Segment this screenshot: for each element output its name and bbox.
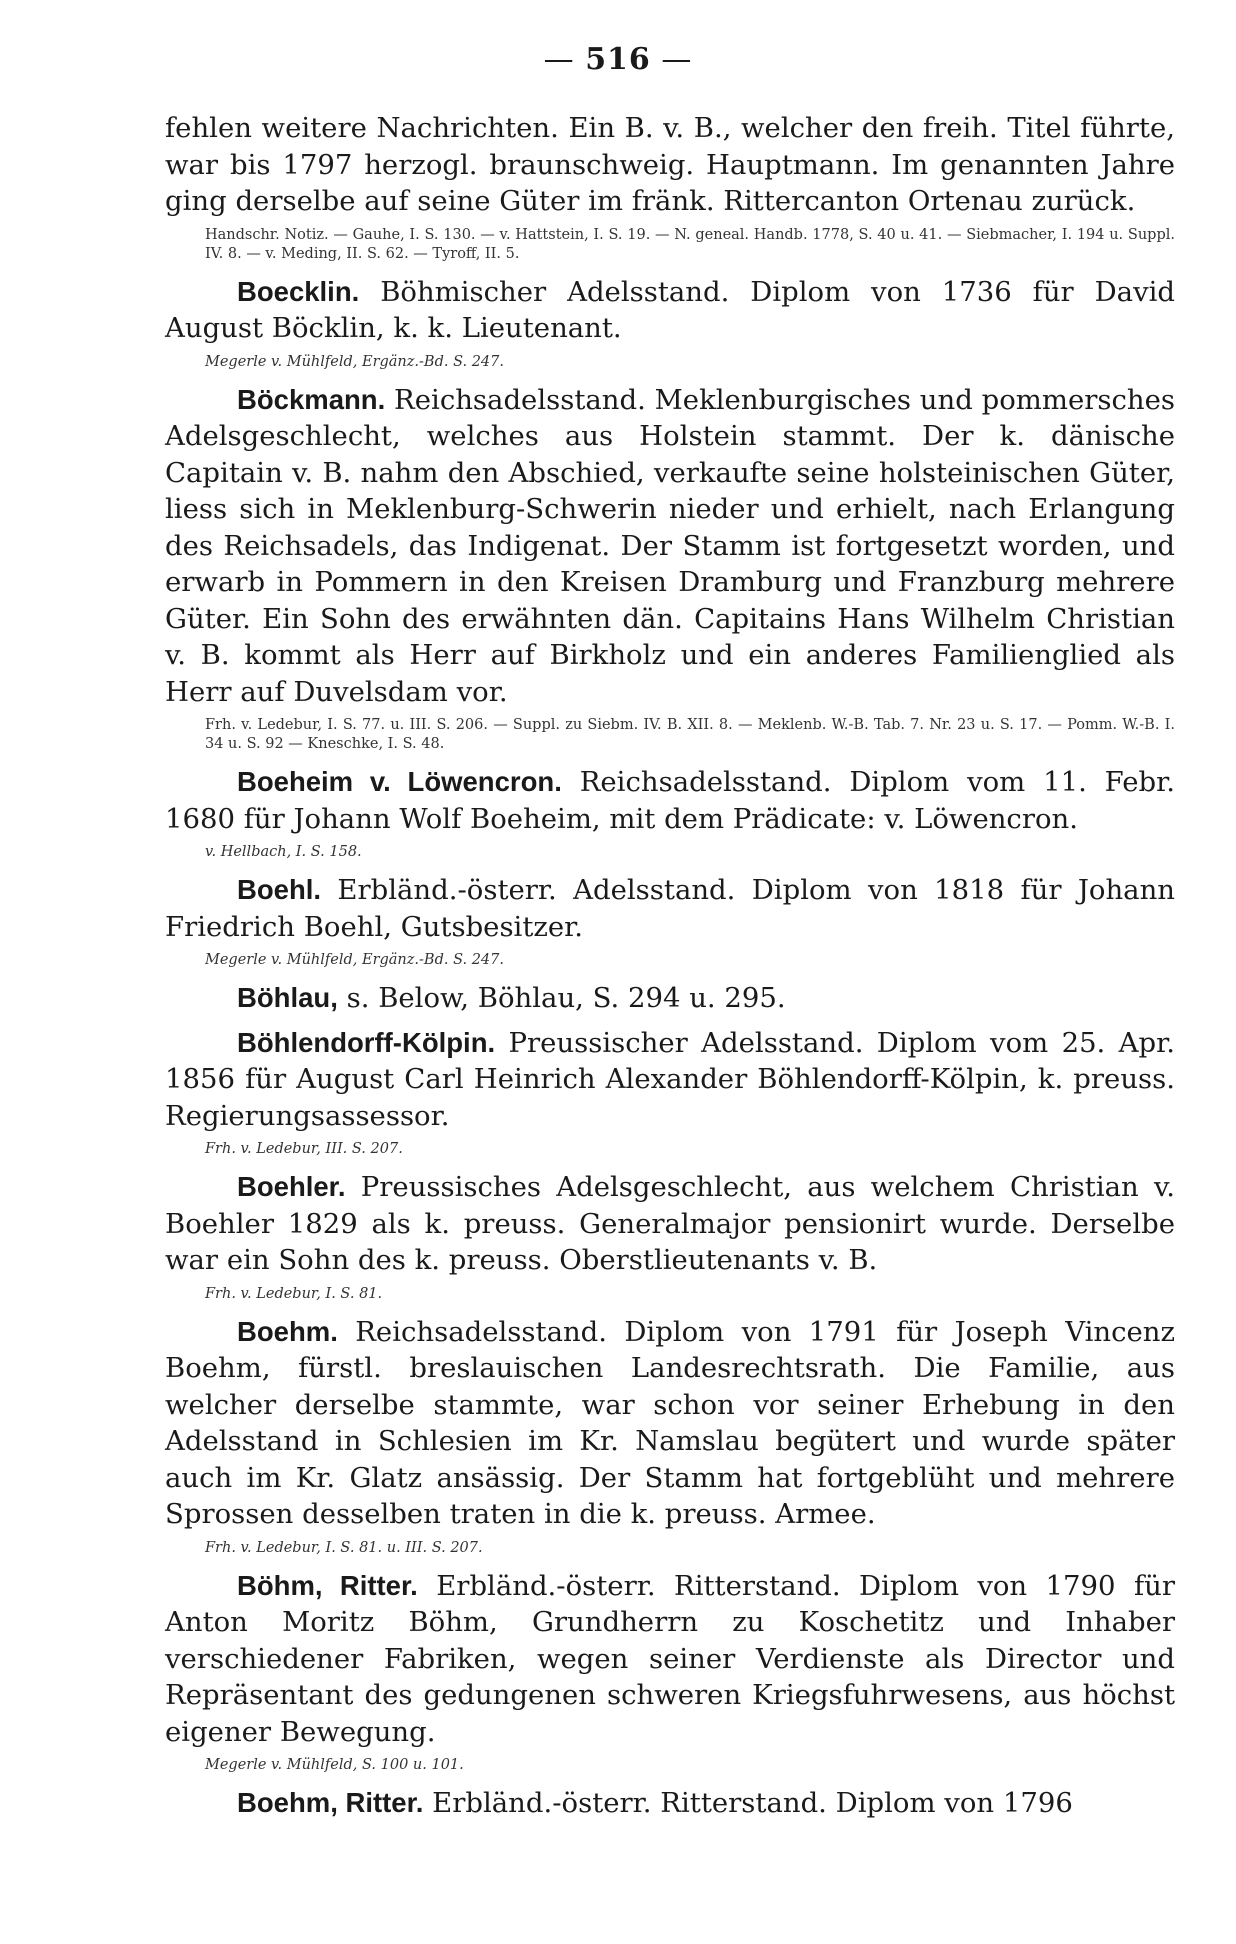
entry-reference: Frh. v. Ledebur, III. S. 207. (205, 1141, 403, 1157)
page-number: — 516 — (543, 42, 693, 77)
entry-lemma: Böhlau, (237, 982, 338, 1013)
entry-reference: Megerle v. Mühlfeld, Ergänz.-Bd. S. 247. (205, 952, 504, 968)
intro-reference: Handschr. Notiz. — Gauhe, I. S. 130. — v. Hattstein, I. S. 19. — N. geneal. Handb. 1778, S. 40 u. 41. — Siebmacher, I. 194 u. Suppl. IV. 8. — v. Meding, II. S. 62. — Tyroff, II. 5. (205, 226, 1175, 262)
entry-boecklin (165, 274, 1175, 372)
entry-boehlau (165, 980, 1175, 1017)
entry-reference: v. Hellbach, I. S. 158. (205, 844, 362, 860)
entry-text: Preussisches Adelsgeschlecht, aus welchem Christian v. Boehler 1829 als k. preuss. Generalmajor pensionirt wurde. Derselbe war ein Sohn des k. preuss. Oberstlieutenants v. B. (165, 1171, 1176, 1276)
entry-boehlendorff-koelpin (165, 1025, 1175, 1160)
entry-boeckmann (165, 382, 1175, 755)
entry-boehl (165, 872, 1175, 970)
entry-text: Reichsadelsstand. Diplom vom 11. Febr. 1680 für Johann Wolf Boeheim, mit dem Prädicate: v. Löwencron. (165, 766, 1175, 835)
entry-text: Erbländ.-österr. Adelsstand. Diplom von 1818 für Johann Friedrich Boehl, Gutsbesitzer. (165, 874, 1176, 943)
entry-text: Böhmischer Adelsstand. Diplom von 1736 für David August Böcklin, k. k. Lieutenant. (165, 275, 1175, 344)
entry-lemma: Böhlendorff-Kölpin. (237, 1026, 496, 1058)
entry-boeheim (165, 764, 1175, 862)
entry-lemma: Boehl. (237, 874, 322, 905)
intro-text: fehlen weitere Nachrichten. Ein B. v. B., welcher den freih. Titel führte, war bis 1797 herzogl. braunschweig. Hauptmann. Im genannten Jahre ging derselbe auf seine Güter im fränk. Rittercanton Ortenau zurück. (165, 112, 1175, 217)
entry-lemma: Böckmann. (237, 383, 386, 415)
entry-boehm-ritter (165, 1568, 1175, 1776)
entry-text: s. Below, Böhlau, S. 294 u. 295. (346, 982, 786, 1014)
page-number-value: 516 (585, 42, 651, 77)
entry-boehler (165, 1169, 1175, 1304)
entry-reference: Megerle v. Mühlfeld, S. 100 u. 101. (205, 1757, 464, 1773)
entry-lemma: Boehler. (237, 1171, 346, 1202)
entry-lemma: Boehm, Ritter. (237, 1787, 424, 1818)
entry-text: Preussischer Adelsstand. Diplom vom 25. Apr. 1856 für August Carl Heinrich Alexander Böhlendorff-Kölpin, k. preuss. Regierungsassessor. (165, 1026, 1175, 1132)
text-column (165, 110, 1175, 1822)
entry-text: Reichsadelsstand. Diplom von 1791 für Joseph Vincenz Boehm, fürstl. breslauischen Landesrechtsrath. Die Familie, aus welcher derselbe stammte, war schon vor seiner Erhebung in den Adelsstand in Schlesien im Kr. Namslau begütert und wurde später auch im Kr. Glatz ansässig. Der Stamm hat fortgeblüht und mehrere Sprossen desselben traten in die k. preuss. Armee. (165, 1315, 1175, 1530)
entry-reference: Frh. v. Ledebur, I. S. 77. u. III. S. 206. — Suppl. zu Siebm. IV. B. XII. 8. — Meklenb. W.-B. Tab. 7. Nr. 23 u. S. 17. — Pomm. W.-B. I. 34 u. S. 92 — Kneschke, I. S. 48. (205, 717, 1175, 752)
entry-boehm (165, 1314, 1175, 1558)
entry-lemma: Boecklin. (237, 275, 360, 307)
entry-lemma: Boeheim v. Löwencron. (237, 766, 562, 797)
entry-boehm-ritter-1796 (165, 1785, 1175, 1822)
entry-reference: Megerle v. Mühlfeld, Ergänz.-Bd. S. 247. (205, 353, 504, 370)
entry-reference: Frh. v. Ledebur, I. S. 81. (205, 1285, 383, 1302)
entry-text: Erbländ.-österr. Ritterstand. Diplom von 1796 (432, 1787, 1073, 1819)
entry-lemma: Boehm. (237, 1315, 338, 1347)
entry-lemma: Böhm, Ritter. (237, 1569, 418, 1601)
entry-text: Reichsadelsstand. Meklenburgisches und pommersches Adelsgeschlecht, welches aus Holstein stammt. Der k. dänische Capitain v. B. nahm den Abschied, verkaufte seine holsteinischen Güter, liess sich in Meklenburg-Schwerin nieder und erhielt, nach Erlangung des Reichsadels, das Indigenat. Der Stamm ist fortgesetzt worden, und erwarb in Pommern in den Kreisen Dramburg und Franzburg mehrere Güter. Ein Sohn des erwähnten dän. Capitains Hans Wilhelm Christian v. B. kommt als Herr auf Birkholz und ein anderes Familienglied als Herr auf Duvelsdam vor. (165, 383, 1175, 708)
entry-reference: Frh. v. Ledebur, I. S. 81. u. III. S. 207. (205, 1539, 483, 1556)
entry-text: Erbländ.-österr. Ritterstand. Diplom von 1790 für Anton Moritz Böhm, Grundherrn zu Koschetitz und Inhaber verschiedener Fabriken, wegen seiner Verdienste als Director und Repräsentant des gedungenen schweren Kriegsfuhrwesens, aus höchst eigener Bewegung. (165, 1569, 1175, 1748)
